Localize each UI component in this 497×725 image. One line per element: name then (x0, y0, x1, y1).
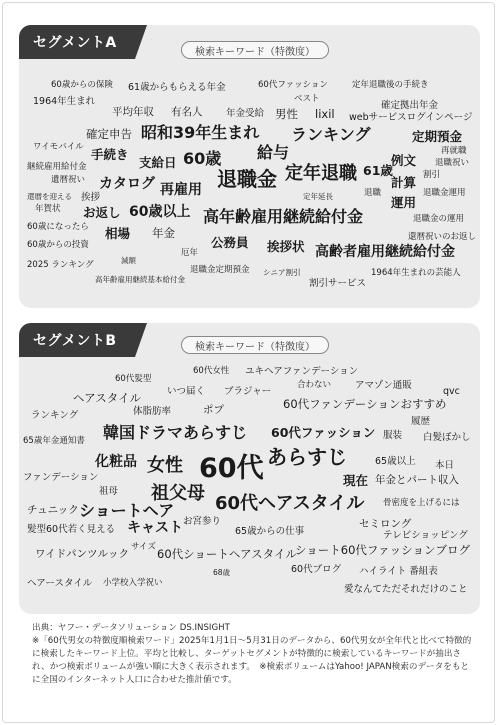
word: ショートヘア (79, 501, 175, 520)
word: ランキング (291, 125, 371, 144)
word: 退職金運用 (423, 188, 466, 198)
word: 年金 (152, 226, 175, 240)
word: 年賀状 (35, 204, 61, 214)
word: 60代ヘアスタイル (215, 493, 365, 514)
word: 60代髪型 (115, 374, 152, 384)
word: 定年退職後の手続き (352, 80, 429, 90)
word: 有名人 (171, 106, 203, 118)
word: 女性 (147, 455, 183, 476)
word: 退職金の運用 (413, 214, 465, 224)
source-note: 出典：ヤフー・データソリューション DS.INSIGHT (32, 623, 230, 633)
word: 愛なんてただそれだけのこと (344, 584, 468, 595)
segment-a-word-cloud (19, 25, 480, 308)
segment-a-tab: セグメントA (19, 25, 135, 59)
word: 2025 ランキング (27, 260, 94, 270)
word: 再雇用 (160, 182, 202, 198)
word: 化粧品 (95, 454, 137, 470)
word: 公務員 (211, 235, 249, 250)
word: セミロング (359, 518, 412, 530)
word: 定年退職 (285, 163, 357, 184)
word: キャスト (127, 520, 183, 536)
word: 割引サービス (309, 278, 367, 289)
description-note: ※「60代男女の特徴度順検索ワード」2025年1月1日～5月31日のデータから、60代男女が全年代と比べて特徴的に検索したキーワード上位。平均と比較し、ターゲットセグメントが特徴的に検索しているキーワードが抽出され、かつ検索ボリュームが強い順に大きく表示されます。 ※検索ボリュームはYahoo! JAPAN検索のデータをもとに全国のインターネット人口に合わせた推計値です。 (32, 636, 472, 685)
word: 退職金定期預金 (190, 265, 250, 275)
segment-b-panel (19, 323, 480, 614)
segment-a-keyword-label: 検索キーワード（特徴度） (181, 41, 329, 59)
word: アマゾン通販 (355, 380, 412, 391)
word: 60歳になったら (27, 222, 89, 232)
word: 体脂肪率 (133, 406, 172, 417)
word: ベスト (294, 94, 320, 104)
word: 祖父母 (151, 483, 205, 504)
word: ランキング (31, 410, 79, 421)
word: 相場 (105, 226, 131, 241)
word: 手続き (91, 147, 129, 162)
word: いつ届く (167, 386, 206, 397)
word: 韓国ドラマあらすじ (103, 423, 248, 442)
word: 還暦を迎える (27, 192, 72, 201)
word: 計算 (391, 175, 417, 190)
word: 65歳年金通知書 (23, 436, 85, 446)
word: 68歳 (213, 568, 231, 577)
word: 継続雇用給付金 (27, 162, 87, 172)
word: ワイモバイル (33, 142, 84, 152)
word: 60歳以上 (129, 204, 191, 220)
word: 挨拶状 (267, 239, 305, 254)
word: 退職金 (217, 167, 277, 191)
word: ショート60代ファッションブログ (295, 543, 470, 557)
word: 服装 (383, 430, 403, 441)
word: 60代ショートヘアスタイル (157, 547, 297, 561)
word: カタログ (99, 176, 155, 192)
word: ポプ (203, 404, 224, 416)
word: 高年齢雇用継続基本給付金 (95, 275, 185, 284)
word: 60歳 (183, 149, 222, 168)
word: 61歳 (363, 163, 393, 178)
word: 本日 (435, 460, 455, 471)
segment-b-tab: セグメントB (19, 323, 135, 357)
word: 還暦祝いのお返し (408, 232, 477, 242)
word: 年金受給 (226, 108, 265, 119)
word: 昭和39年生まれ (141, 123, 260, 142)
word: 合わない (297, 380, 332, 390)
word: 高年齢雇用継続給付金 (203, 207, 364, 226)
word: 61歳からもらえる年金 (128, 82, 226, 93)
word: 確定拠出年金 (381, 100, 439, 111)
word: 定期預金 (412, 129, 463, 144)
word: 退職祝い (435, 158, 470, 168)
word: 退職 (364, 188, 382, 198)
word: 確定申告 (86, 127, 132, 141)
word: 支給日 (139, 155, 177, 170)
word: あらすじ (267, 445, 347, 469)
word: webサービスログインページ (349, 112, 473, 123)
word: 60代ファンデーションおすすめ (283, 397, 447, 411)
word: ヘアースタイル (27, 578, 93, 589)
word: テレビショッピング (383, 530, 468, 541)
word: ワイドパンツルック (35, 548, 129, 560)
word: 白髪ぼかし (423, 432, 471, 443)
word: ヘアスタイル (73, 391, 141, 405)
word: 髪型60代若く見える (27, 524, 116, 535)
word: 60代ファッション (258, 80, 328, 90)
word: 60代女性 (193, 366, 230, 376)
word: 履歴 (411, 416, 431, 427)
word: 高齢者雇用継続給付金 (315, 244, 455, 260)
word: お宮参り (183, 516, 222, 527)
word: シニア割引 (263, 268, 301, 277)
word: 給与 (257, 143, 290, 162)
word: 運用 (391, 195, 417, 210)
word: 1964年生まれ (33, 96, 96, 107)
word: 減額 (121, 256, 136, 265)
word: 年金とパート収入 (375, 474, 459, 486)
word: 60代ブログ (291, 564, 342, 575)
word: 例文 (391, 153, 417, 168)
word: お返し (83, 205, 121, 220)
word: 遺暦祝い (51, 175, 86, 185)
word: 65歳以上 (375, 456, 416, 467)
word: ユキヘアファンデーション (245, 366, 359, 377)
word: 男性 (275, 107, 298, 121)
word: 60歳からの保険 (51, 80, 113, 90)
word: 60歳からの投資 (27, 240, 89, 250)
word: 小学校入学祝い (103, 578, 163, 588)
word: 60代 (199, 453, 264, 484)
word: 骨密度を上げるには (383, 498, 460, 508)
word: 割引 (423, 170, 441, 180)
segment-b-word-cloud (19, 323, 480, 614)
word: サイズ (131, 542, 156, 552)
footnotes (32, 622, 477, 687)
word: ブラジャー (224, 386, 272, 397)
word: 65歳からの仕事 (235, 526, 305, 537)
word: チュニック (27, 504, 79, 516)
word: qvc (443, 386, 460, 397)
word: 厄年 (181, 248, 199, 258)
word: lixil (315, 107, 335, 121)
word: ハイライト 番組表 (359, 566, 438, 577)
word: ファンデーション (23, 472, 99, 483)
word: 挨拶 (81, 192, 101, 203)
word: 60代ファッション (271, 425, 376, 440)
word: 1964年生まれの芸能人 (371, 268, 461, 278)
segment-b-keyword-label: 検索キーワード（特徴度） (181, 336, 329, 354)
word: 祖母 (99, 486, 119, 497)
word: 定年延長 (303, 192, 333, 201)
word: 再就職 (441, 146, 467, 156)
segment-a-panel (19, 25, 480, 308)
word: 平均年収 (112, 106, 154, 118)
word: 現在 (343, 473, 369, 488)
